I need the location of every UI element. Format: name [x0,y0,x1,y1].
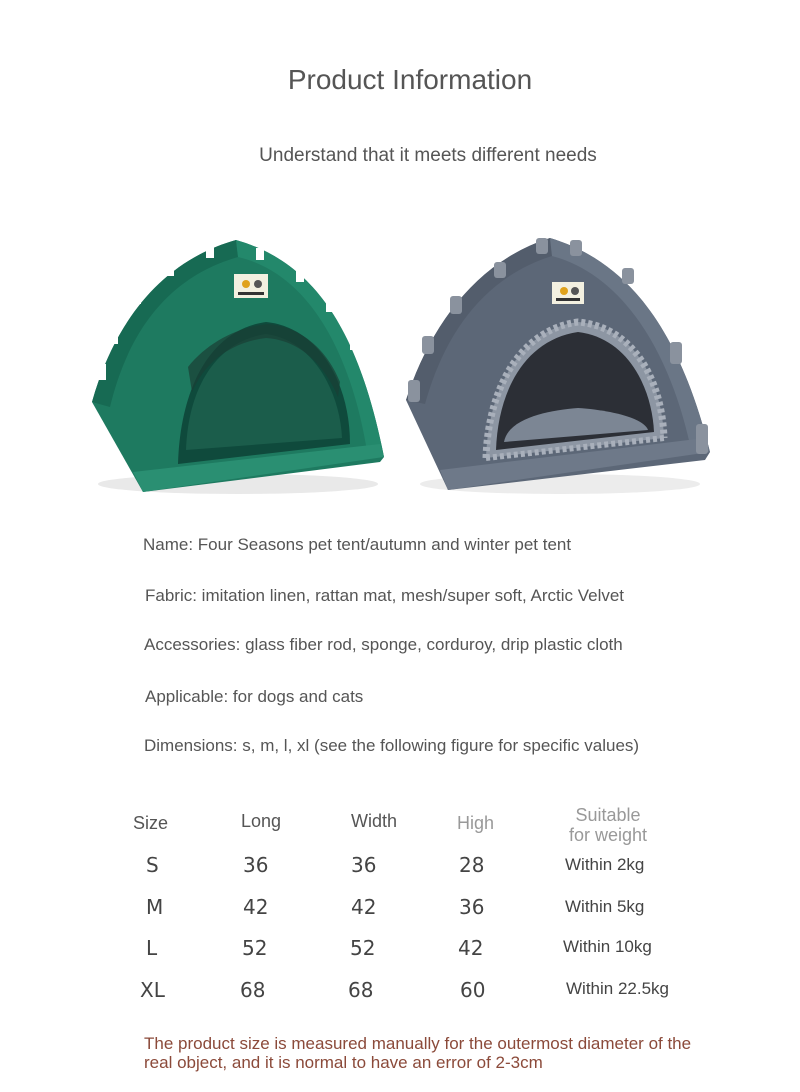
table-cell-weight: Within 22.5kg [566,979,669,998]
page-title: Product Information [287,64,533,95]
table-cell-width: 36 [351,853,377,877]
table-cell-size: M [146,895,164,919]
table-header-weight-line2: for weight [568,825,648,845]
table-cell-high: 42 [458,936,484,960]
page-subtitle: Understand that it meets different needs [259,145,597,166]
table-header-width: Width [351,811,398,831]
table-cell-long: 52 [242,936,268,960]
measurement-note: The product size is measured manually for the outermost diameter of the real object, and it is normal to have an error of 2-3cm [144,1034,692,1072]
table-cell-width: 52 [350,936,376,960]
spec-name: Name: Four Seasons pet tent/autumn and winter pet tent [143,535,572,554]
table-header-weight [553,805,663,845]
spec-fabric: Fabric: imitation linen, rattan mat, mesh/super soft, Arctic Velvet [145,586,625,605]
table-cell-high: 60 [460,978,486,1002]
table-header-long: Long [241,811,282,831]
table-header-size: Size [133,813,169,833]
table-cell-size: S [146,853,159,877]
table-cell-size: L [146,936,158,960]
table-cell-high: 28 [459,853,485,877]
table-cell-weight: Within 2kg [565,855,645,874]
table-cell-high: 36 [459,895,485,919]
table-cell-size: XL [140,978,165,1002]
table-cell-width: 42 [351,895,377,919]
gray-tent-image [400,232,716,497]
table-cell-long: 36 [243,853,269,877]
spec-applicable: Applicable: for dogs and cats [145,687,364,706]
table-cell-width: 68 [348,978,374,1002]
table-cell-weight: Within 10kg [563,937,652,956]
spec-accessories: Accessories: glass fiber rod, sponge, corduroy, drip plastic cloth [144,635,623,654]
table-cell-weight: Within 5kg [565,897,645,916]
table-cell-long: 42 [243,895,269,919]
green-tent-image [88,232,388,497]
table-cell-long: 68 [240,978,266,1002]
spec-dimensions: Dimensions: s, m, l, xl (see the following figure for specific values) [144,736,640,755]
table-header-weight-line1: Suitable [575,805,641,825]
table-header-high: High [457,813,495,833]
